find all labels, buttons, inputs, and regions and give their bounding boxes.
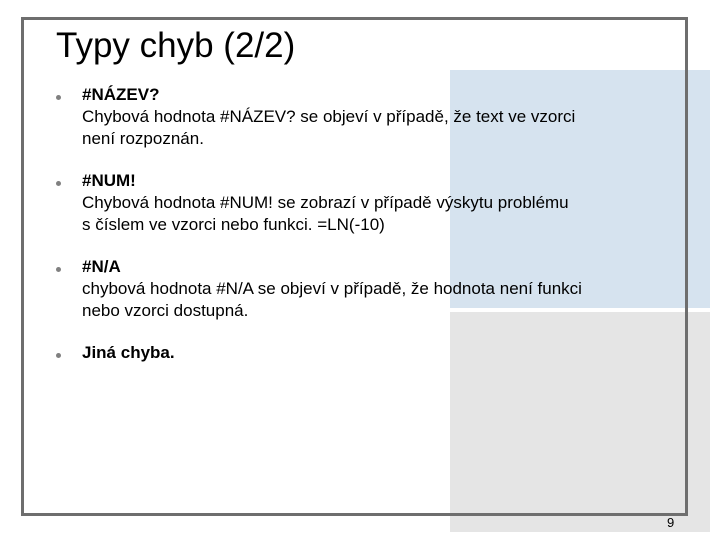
page-number: 9 [667, 515, 675, 530]
bullet-text: Chybová hodnota #NUM! se zobrazí v případě výskytu problému s číslem ve vzorci nebo funkci. =LN(-10) [82, 193, 569, 234]
bullet-item [56, 342, 636, 364]
bullet-dot-icon [56, 267, 61, 272]
bullet-dot-icon [56, 353, 61, 358]
bullet-text: chybová hodnota #N/A se objeví v případě, že hodnota není funkci nebo vzorci dostupná. [82, 279, 582, 320]
bullet-item [56, 84, 636, 150]
bullet-text: Chybová hodnota #NÁZEV? se objeví v případě, že text ve vzorci není rozpoznán. [82, 107, 576, 148]
bullet-heading: #N/A [82, 257, 121, 276]
bullet-item [56, 256, 636, 322]
bullet-list [56, 84, 636, 364]
bullet-heading: #NÁZEV? [82, 85, 160, 104]
bullet-dot-icon [56, 95, 61, 100]
bullet-heading: Jiná chyba. [82, 343, 175, 362]
bullet-item [56, 170, 636, 236]
bullet-heading: #NUM! [82, 171, 136, 190]
bullet-dot-icon [56, 181, 61, 186]
slide-title: Typy chyb (2/2) [56, 26, 296, 65]
